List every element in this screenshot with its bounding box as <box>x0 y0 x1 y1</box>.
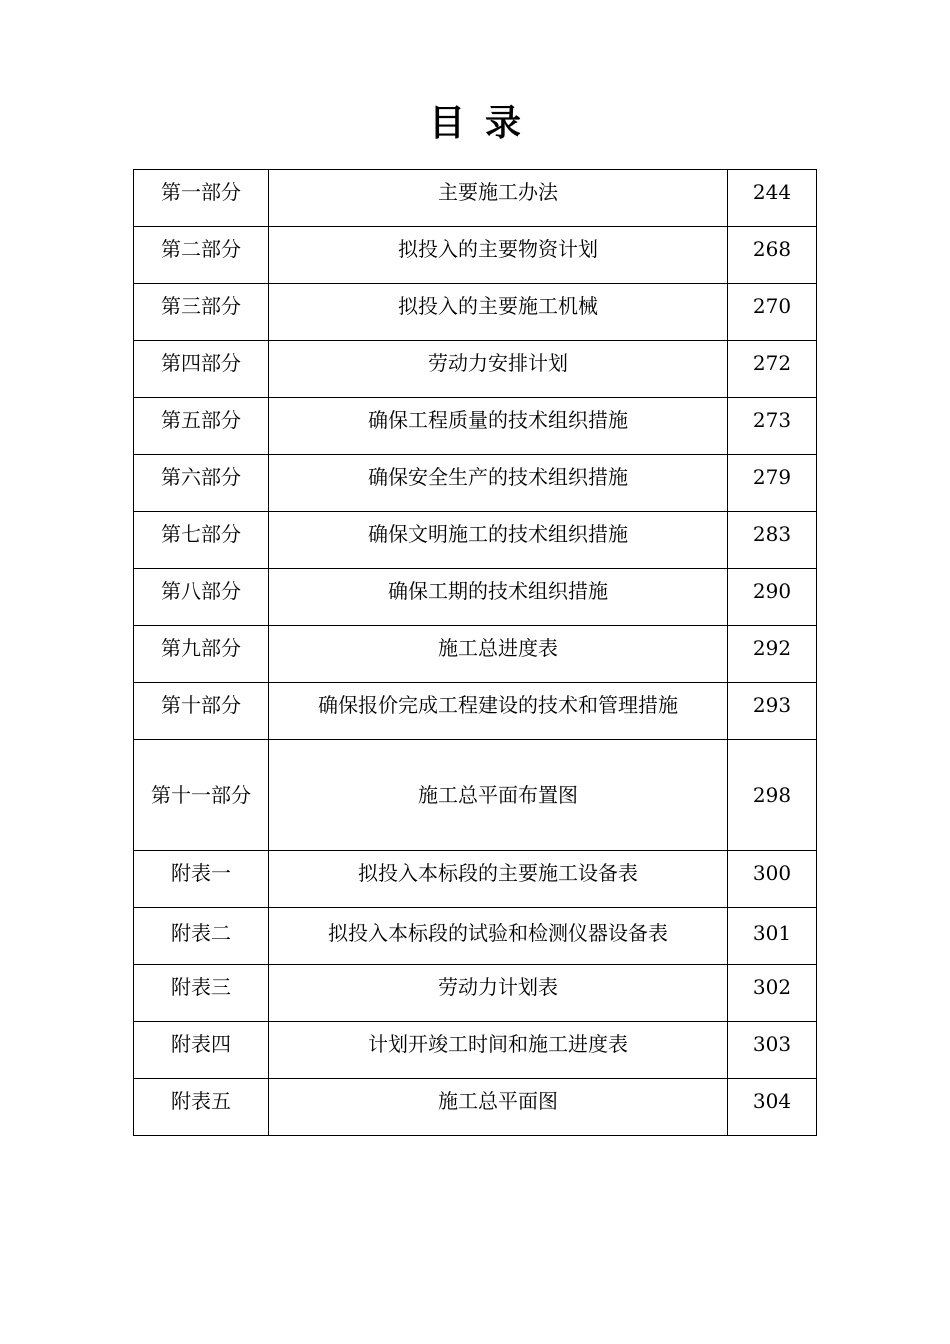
toc-part: 附表三 <box>134 965 269 1022</box>
toc-title[interactable]: 施工总平面图 <box>269 1079 728 1136</box>
toc-page-number: 292 <box>728 626 817 683</box>
toc-part: 第九部分 <box>134 626 269 683</box>
toc-part: 第十部分 <box>134 683 269 740</box>
toc-page-number: 302 <box>728 965 817 1022</box>
toc-page-number: 304 <box>728 1079 817 1136</box>
toc-part: 第一部分 <box>134 170 269 227</box>
toc-title[interactable]: 施工总平面布置图 <box>269 740 728 851</box>
toc-row[interactable] <box>134 740 817 851</box>
toc-part: 第二部分 <box>134 227 269 284</box>
toc-title[interactable]: 确保工期的技术组织措施 <box>269 569 728 626</box>
toc-row[interactable] <box>134 1022 817 1079</box>
toc-part: 附表五 <box>134 1079 269 1136</box>
toc-row[interactable] <box>134 683 817 740</box>
toc-page-number: 293 <box>728 683 817 740</box>
toc-row[interactable] <box>134 455 817 512</box>
toc-title[interactable]: 确保文明施工的技术组织措施 <box>269 512 728 569</box>
toc-title[interactable]: 确保工程质量的技术组织措施 <box>269 398 728 455</box>
toc-row[interactable] <box>134 170 817 227</box>
toc-title[interactable]: 拟投入本标段的试验和检测仪器设备表 <box>269 908 728 965</box>
toc-row[interactable] <box>134 851 817 908</box>
toc-page-number: 268 <box>728 227 817 284</box>
toc-row[interactable] <box>134 908 817 965</box>
toc-page-number: 298 <box>728 740 817 851</box>
toc-page-number: 270 <box>728 284 817 341</box>
toc-table <box>133 169 817 1136</box>
toc-part: 第八部分 <box>134 569 269 626</box>
toc-page-number: 290 <box>728 569 817 626</box>
toc-title[interactable]: 确保安全生产的技术组织措施 <box>269 455 728 512</box>
toc-part: 第十一部分 <box>134 740 269 851</box>
toc-title[interactable]: 施工总进度表 <box>269 626 728 683</box>
toc-row[interactable] <box>134 398 817 455</box>
toc-page-number: 303 <box>728 1022 817 1079</box>
toc-row[interactable] <box>134 626 817 683</box>
toc-part: 附表二 <box>134 908 269 965</box>
toc-page-number: 283 <box>728 512 817 569</box>
toc-row[interactable] <box>134 965 817 1022</box>
toc-part: 附表四 <box>134 1022 269 1079</box>
toc-title[interactable]: 确保报价完成工程建设的技术和管理措施 <box>269 683 728 740</box>
page-title: 目录 <box>428 102 541 144</box>
toc-title[interactable]: 劳动力计划表 <box>269 965 728 1022</box>
toc-title[interactable]: 计划开竣工时间和施工进度表 <box>269 1022 728 1079</box>
toc-part: 第七部分 <box>134 512 269 569</box>
toc-page-number: 301 <box>728 908 817 965</box>
toc-page-number: 273 <box>728 398 817 455</box>
toc-page-number: 279 <box>728 455 817 512</box>
toc-title[interactable]: 拟投入的主要施工机械 <box>269 284 728 341</box>
toc-row[interactable] <box>134 1079 817 1136</box>
toc-part: 附表一 <box>134 851 269 908</box>
toc-page-number: 300 <box>728 851 817 908</box>
toc-row[interactable] <box>134 512 817 569</box>
toc-part: 第三部分 <box>134 284 269 341</box>
toc-page-number: 272 <box>728 341 817 398</box>
toc-row[interactable] <box>134 284 817 341</box>
toc-title[interactable]: 劳动力安排计划 <box>269 341 728 398</box>
toc-page-number: 244 <box>728 170 817 227</box>
toc-part: 第五部分 <box>134 398 269 455</box>
toc-row[interactable] <box>134 227 817 284</box>
toc-title[interactable]: 主要施工办法 <box>269 170 728 227</box>
toc-part: 第六部分 <box>134 455 269 512</box>
toc-part: 第四部分 <box>134 341 269 398</box>
toc-row[interactable] <box>134 569 817 626</box>
toc-title[interactable]: 拟投入本标段的主要施工设备表 <box>269 851 728 908</box>
toc-title[interactable]: 拟投入的主要物资计划 <box>269 227 728 284</box>
toc-row[interactable] <box>134 341 817 398</box>
